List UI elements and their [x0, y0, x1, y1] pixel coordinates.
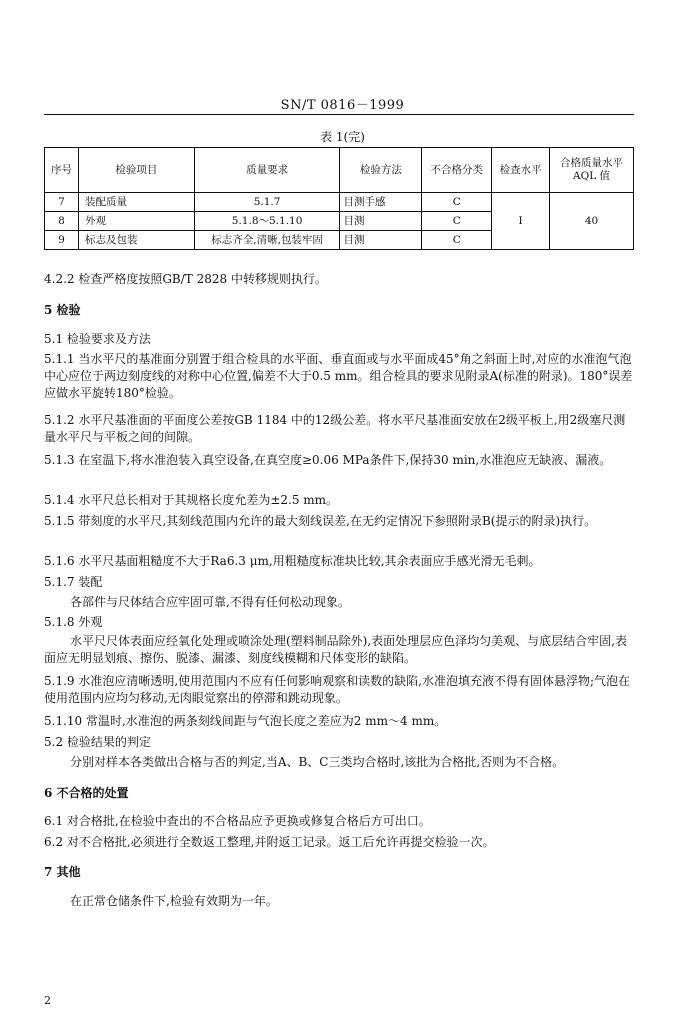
table-header-row — [45, 148, 634, 193]
cell-no: 8 — [45, 212, 79, 231]
clause-5-1-2: 5.1.2 水平尺基准面的平面度公差按GB 1184 中的12级公差。将水平尺基准面安放在2级平板上,用2级塞尺测量水平尺与平板之间的间隙。 — [44, 413, 626, 444]
clause-5-1-7: 5.1.7 装配 — [44, 575, 103, 589]
cell-req: 5.1.7 — [194, 193, 340, 212]
clause-5-1-1: 5.1.1 当水平尺的基准面分别置于组合检具的水平面、垂直面或与水平面成45°角之斜面上时,对应的水准泡气泡中心应位于两边刻度线的对称中心位置,偏差不大于0.5 mm。组合检具的要求见附录A(标准的附录)。180°误差应做水平旋转180°检验。 — [44, 352, 633, 400]
section-5-2-heading: 5.2 检验结果的判定 — [44, 735, 151, 749]
section-6-heading: 6 不合格的处置 — [44, 786, 129, 800]
cell-class: C — [422, 212, 492, 231]
cell-no: 7 — [45, 193, 79, 212]
col-header: 合格质量水平 AQL 值 — [550, 148, 634, 193]
cell-level: Ⅰ — [492, 193, 550, 250]
standard-number: SN/T 0816－1999 — [280, 98, 405, 113]
clause-5-1-3: 5.1.3 在室温下,将水准泡装入真空设备,在真空度≥0.06 MPa条件下,保持30 min,水准泡应无缺液、漏液。 — [44, 453, 612, 467]
clause-6-1: 6.1 对合格批,在检验中查出的不合格品应予更换或修复合格后方可出口。 — [44, 814, 431, 828]
cell-method: 目测 — [340, 212, 422, 231]
header-rule — [44, 114, 634, 115]
cell-item: 装配质量 — [78, 193, 194, 212]
cell-req: 标志齐全,清晰,包装牢固 — [194, 231, 340, 250]
clause-4-2-2: 4.2.2 检查严格度按照GB/T 2828 中转移规则执行。 — [44, 272, 327, 286]
table-row — [45, 193, 634, 212]
clause-5-1-9: 5.1.9 水准泡应清晰透明,使用范围内不应有任何影响观察和读数的缺陷,水准泡填充液不得有固体悬浮物;气泡在使用范围内应均匀移动,无肉眼觉察出的停滞和跳动现象。 — [44, 674, 631, 705]
col-header: 检验方法 — [340, 148, 422, 193]
clause-5-1-8-text: 水平尺尺体表面应经氧化处理或喷涂处理(塑料制品除外),表面处理层应色泽均匀美观、与底层结合牢固,表面应无明显划痕、擦伤、脱漆、漏漆、刻度线模糊和尺体变形的缺陷。 — [44, 634, 627, 665]
col-header: 序号 — [45, 148, 79, 193]
cell-method: 目测手感 — [340, 193, 422, 212]
clause-5-1-4: 5.1.4 水平尺总长相对于其规格长度允差为±2.5 mm。 — [44, 493, 339, 507]
cell-item: 外观 — [78, 212, 194, 231]
col-header: 检查水平 — [492, 148, 550, 193]
col-header: 检验项目 — [78, 148, 194, 193]
clause-6-2: 6.2 对不合格批,必须进行全数返工整理,并附返工记录。返工后允许再提交检验一次。 — [44, 835, 495, 849]
section-7-heading: 7 其他 — [44, 865, 81, 879]
cell-class: C — [422, 193, 492, 212]
section-5-heading: 5 检验 — [44, 303, 81, 317]
clause-5-1-7-text: 各部件与尺体结合应牢固可靠,不得有任何松动现象。 — [70, 595, 350, 609]
clause-5-1-10: 5.1.10 常温时,水准泡的两条刻线间距与气泡长度之差应为2 mm～4 mm。 — [44, 714, 447, 728]
cell-item: 标志及包装 — [78, 231, 194, 250]
clause-5-1-5: 5.1.5 带刻度的水平尺,其刻线范围内允许的最大刻线误差,在无约定情况下参照附录B(提示的附录)执行。 — [44, 514, 597, 528]
clause-5-2-text: 分别对样本各类做出合格与否的判定,当A、B、C三类均合格时,该批为合格批,否则为不合格。 — [70, 755, 565, 769]
clause-5-1-8: 5.1.8 外观 — [44, 615, 103, 629]
clause-5-1-6: 5.1.6 水平尺基面粗糙度不大于Ra6.3 μm,用粗糙度标准块比较,其余表面应手感光滑无毛刺。 — [44, 554, 541, 568]
cell-req: 5.1.8～5.1.10 — [194, 212, 340, 231]
cell-class: C — [422, 231, 492, 250]
table-caption: 表 1(完) — [320, 130, 365, 144]
col-header: 不合格分类 — [422, 148, 492, 193]
section-7-text: 在正常仓储条件下,检验有效期为一年。 — [70, 894, 278, 908]
page-number: 2 — [44, 994, 51, 1007]
cell-no: 9 — [45, 231, 79, 250]
section-5-1-heading: 5.1 检验要求及方法 — [44, 332, 151, 346]
inspection-table — [44, 147, 634, 250]
cell-method: 目测 — [340, 231, 422, 250]
col-header: 质量要求 — [194, 148, 340, 193]
cell-aql: 40 — [550, 193, 634, 250]
